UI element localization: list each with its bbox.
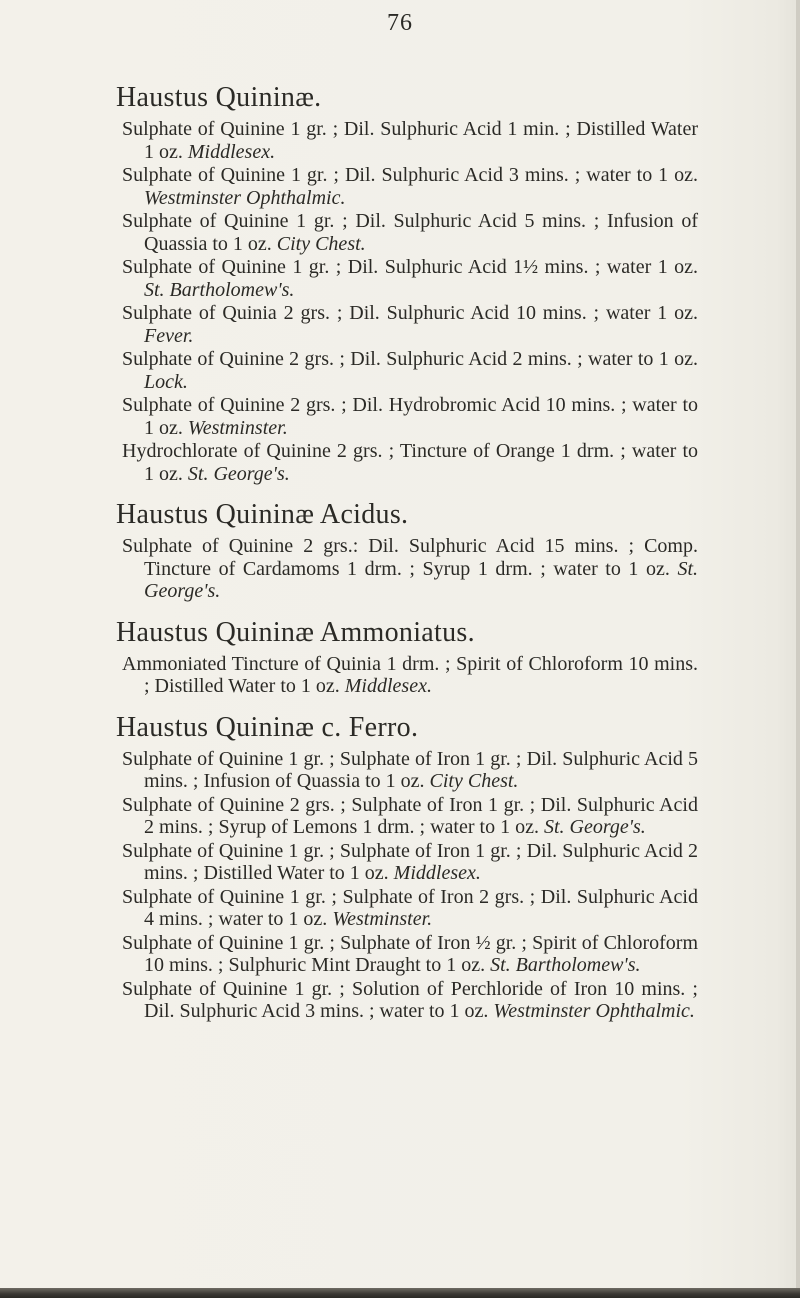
recipe-entry — [122, 394, 698, 439]
entry-text: Sulphate of Quinine 1 gr. ; Dil. Sulphuric Acid 5 mins. ; Infusion of Quassia to 1 oz. — [122, 210, 698, 255]
entry-source: Westminster Ophthalmic. — [493, 1000, 695, 1022]
recipe-entry — [122, 440, 698, 485]
entry-text: Sulphate of Quinine 2 grs.: Dil. Sulphuric Acid 15 mins. ; Comp. Tincture of Cardamoms 1 drm. ; Syrup 1 drm. ; water to 1 oz. — [122, 535, 698, 580]
recipe-section — [98, 82, 698, 485]
recipe-entry — [122, 840, 698, 885]
recipe-entry — [122, 932, 698, 977]
entry-text: Hydrochlorate of Quinine 2 grs. ; Tincture of Orange 1 drm. ; water to 1 oz. — [122, 440, 698, 485]
entry-text: Sulphate of Quinine 1 gr. ; Sulphate of Iron 1 gr. ; Dil. Sulphuric Acid 2 mins. ; Distilled Water to 1 oz. — [122, 839, 698, 884]
entry-source: City Chest. — [276, 232, 366, 255]
entry-source: Fever. — [144, 324, 194, 347]
recipe-entry — [122, 886, 698, 931]
recipe-entry — [122, 118, 698, 163]
recipe-entry — [122, 535, 698, 603]
entry-text: Sulphate of Quinine 1 gr. ; Dil. Sulphuric Acid 1 min. ; Distilled Water 1 oz. — [122, 118, 698, 163]
entry-text: Sulphate of Quinine 1 gr. ; Dil. Sulphuric Acid 1½ mins. ; water 1 oz. — [122, 256, 698, 278]
entry-text: Sulphate of Quinine 1 gr. ; Dil. Sulphuric Acid 3 mins. ; water to 1 oz. — [122, 164, 698, 186]
recipe-section — [98, 617, 698, 698]
entry-source: St. Bartholomew's. — [490, 954, 641, 976]
entry-text: Sulphate of Quinine 2 grs. ; Dil. Sulphuric Acid 2 mins. ; water to 1 oz. — [122, 348, 698, 370]
recipe-entry — [122, 794, 698, 839]
entry-text: Sulphate of Quinia 2 grs. ; Dil. Sulphuric Acid 10 mins. ; water 1 oz. — [122, 302, 698, 324]
entry-source: St. George's. — [187, 462, 290, 485]
entry-text: Sulphate of Quinine 1 gr. ; Solution of Perchloride of Iron 10 mins. ; Dil. Sulphuric Acid 3 mins. ; water to 1 oz. — [122, 977, 698, 1022]
entry-text: Sulphate of Quinine 1 gr. ; Sulphate of Iron 2 grs. ; Dil. Sulphuric Acid 4 mins. ; water to 1 oz. — [122, 885, 698, 930]
entry-text: Sulphate of Quinine 2 grs. ; Dil. Hydrobromic Acid 10 mins. ; water to 1 oz. — [122, 394, 698, 439]
entry-source: Middlesex. — [393, 862, 481, 884]
entry-source: St. Bartholomew's. — [144, 278, 295, 301]
recipe-entry — [122, 302, 698, 347]
recipe-entry — [122, 748, 698, 793]
recipe-section — [98, 499, 698, 603]
entry-source: Middlesex. — [187, 140, 276, 163]
recipe-entry — [122, 653, 698, 698]
recipe-entry — [122, 210, 698, 255]
page-content — [98, 82, 698, 1037]
entry-source: Westminster. — [187, 416, 288, 439]
recipe-entry — [122, 348, 698, 393]
section-heading: Haustus Quininæ. — [116, 82, 322, 113]
entry-text: Ammoniated Tincture of Quinia 1 drm. ; Spirit of Chloroform 10 mins. ; Distilled Water to 1 oz. — [122, 652, 698, 697]
entry-source: St. George's. — [543, 816, 646, 838]
recipe-entry — [122, 164, 698, 209]
page-edge — [796, 0, 800, 1298]
bottom-rule — [0, 1288, 800, 1298]
recipe-entry — [122, 978, 698, 1023]
section-heading: Haustus Quininæ Ammoniatus. — [116, 616, 475, 648]
entry-source: St. George's. — [144, 557, 699, 602]
entry-source: Westminster. — [332, 908, 433, 930]
entry-text: Sulphate of Quinine 1 gr. ; Sulphate of Iron 1 gr. ; Dil. Sulphuric Acid 5 mins. ; Infusion of Quassia to 1 oz. — [122, 747, 698, 792]
entry-source: Middlesex. — [344, 675, 432, 697]
entry-source: Westminster Ophthalmic. — [144, 186, 346, 209]
entry-text: Sulphate of Quinine 1 gr. ; Sulphate of Iron ½ gr. ; Spirit of Chloroform 10 mins. ; Sulphuric Mint Draught to 1 oz. — [122, 931, 698, 976]
recipe-entry — [122, 256, 698, 301]
recipe-section — [98, 712, 698, 1023]
page-number: 76 — [387, 10, 413, 36]
entry-source: Lock. — [144, 370, 188, 393]
entry-text: Sulphate of Quinine 2 grs. ; Sulphate of Iron 1 gr. ; Dil. Sulphuric Acid 2 mins. ; Syrup of Lemons 1 drm. ; water to 1 oz. — [122, 793, 698, 838]
section-heading: Haustus Quininæ Acidus. — [116, 499, 409, 530]
entry-source: City Chest. — [429, 770, 519, 792]
section-heading: Haustus Quininæ c. Ferro. — [116, 711, 419, 743]
